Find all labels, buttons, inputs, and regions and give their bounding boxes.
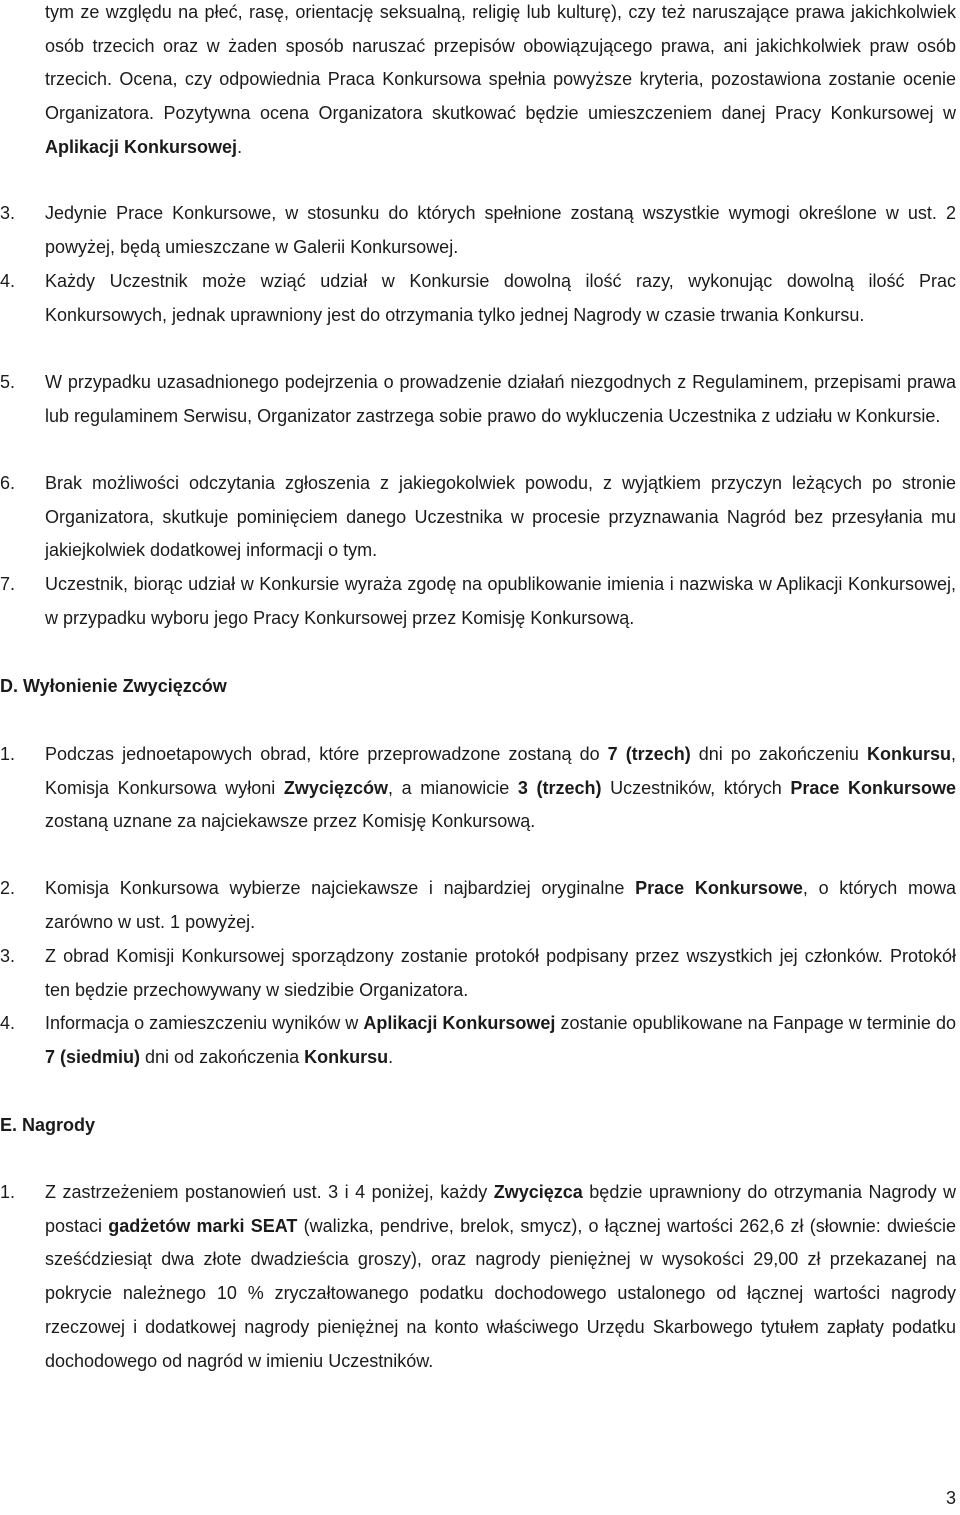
list-item: Z zastrzeżeniem postanowień ust. 3 i 4 poniżej, każdy Zwycięzca będzie uprawniony do otrzymania Nagrody w postaci gadżetów marki SEAT (walizka, pendrive, brelok, smycz), o łącznej wartości 262,6 zł (słownie: dwieście sześćdziesiąt dwa złote dwadzieścia groszy), oraz nagrody pieniężnej w wysokości 29,00 zł przekazanej na pokrycie należnego 10 % zryczałtowanego podatku dochodowego ustalonego od łącznej wartości nagrody rzeczowej i dodatkowej nagrody pieniężnej na konto właściwego Urzędu Skarbowego tytułem zapłaty podatku dochodowego od nagród w imieniu Uczestników. [45, 1182, 956, 1371]
list-item: Uczestnik, biorąc udział w Konkursie wyraża zgodę na opublikowanie imienia i nazwiska w Aplikacji Konkursowej, w przypadku wyboru jego Pracy Konkursowej przez Komisję Konkursową. [45, 574, 956, 628]
item-number: 6. [0, 473, 16, 493]
intro-text: tym ze względu na płeć, rasę, orientację seksualną, religię lub kulturę), czy też naruszające prawa jakichkolwiek osób trzecich oraz w żaden sposób naruszać przepisów obowiązującego prawa, ani jakichkolwiek praw osób trzecich. Ocena, czy odpowiednia Praca Konkursowa spełnia powyższe kryteria, pozostawiona zostanie ocenie Organizatora. Pozytywna ocena Organizatora skutkować będzie umieszczeniem danej Pracy Konkursowej w [45, 2, 956, 124]
item-number: 4. [0, 1013, 16, 1033]
intro-bold: Aplikacji Konkursowej [45, 136, 238, 157]
list-item: Brak możliwości odczytania zgłoszenia z jakiegokolwiek powodu, z wyjątkiem przyczyn leżących po stronie Organizatora, skutkuje pominięciem danego Uczestnika w procesie przyznawania Nagród bez przesyłania mu jakiejkolwiek dodatkowej informacji o tym. [45, 473, 956, 561]
section-heading-e: E. Nagrody [0, 1115, 96, 1135]
item-number: 1. [0, 744, 16, 764]
list-item: Każdy Uczestnik może wziąć udział w Konkursie dowolną ilość razy, wykonując dowolną ilość Prac Konkursowych, jednak uprawniony jest do otrzymania tylko jednej Nagrody w czasie trwania Konkursu. [45, 271, 956, 325]
intro-paragraph [45, 0, 956, 165]
list-item: Z obrad Komisji Konkursowej sporządzony zostanie protokół podpisany przez wszystkich jej członków. Protokół ten będzie przechowywany w siedzibie Organizatora. [45, 946, 956, 1000]
page-number: 3 [945, 1488, 956, 1508]
item-number: 5. [0, 372, 16, 392]
item-number: 7. [0, 574, 16, 594]
item-number: 3. [0, 946, 16, 966]
item-number: 3. [0, 203, 16, 223]
list-item: Informacja o zamieszczeniu wyników w Aplikacji Konkursowej zostanie opublikowane na Fanpage w terminie do 7 (siedmiu) dni od zakończenia Konkursu. [45, 1013, 956, 1067]
item-number: 2. [0, 878, 16, 898]
list-item: Jedynie Prace Konkursowe, w stosunku do których spełnione zostaną wszystkie wymogi określone w ust. 2 powyżej, będą umieszczane w Galerii Konkursowej. [45, 203, 956, 257]
list-item: W przypadku uzasadnionego podejrzenia o prowadzenie działań niezgodnych z Regulaminem, przepisami prawa lub regulaminem Serwisu, Organizator zastrzega sobie prawo do wykluczenia Uczestnika z udziału w Konkursie. [45, 372, 956, 426]
section-heading-d: D. Wyłonienie Zwycięzców [0, 676, 227, 696]
item-number: 4. [0, 271, 16, 291]
intro-text-end: . [237, 136, 243, 157]
list-item: Podczas jednoetapowych obrad, które przeprowadzone zostaną do 7 (trzech) dni po zakończeniu Konkursu, Komisja Konkursowa wyłoni Zwycięzców, a mianowicie 3 (trzech) Uczestników, których Prace Konkursowe zostaną uznane za najciekawsze przez Komisję Konkursową. [45, 744, 957, 832]
item-number: 1. [0, 1182, 16, 1202]
list-item: Komisja Konkursowa wybierze najciekawsze i najbardziej oryginalne Prace Konkursowe, o których mowa zarówno w ust. 1 powyżej. [45, 878, 957, 932]
